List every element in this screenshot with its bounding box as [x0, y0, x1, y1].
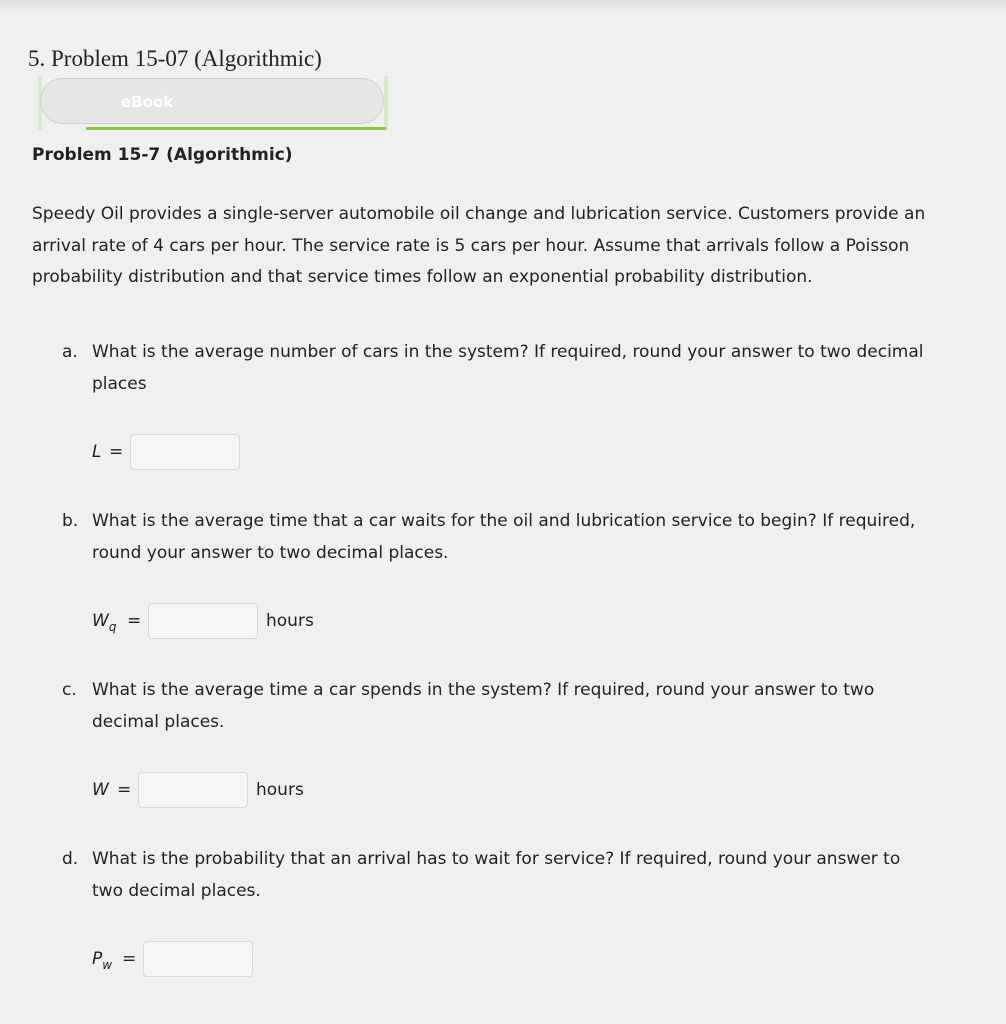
answer-l-input[interactable] [130, 434, 240, 470]
answer-pw-input[interactable] [143, 941, 253, 977]
intro-line: arrival rate of 4 cars per hour. The service rate is 5 cars per hour. Assume that arrivals follow a Poisson [32, 235, 910, 256]
problem-title: Problem 15-7 (Algorithmic) [32, 145, 293, 165]
question-letter: b. [62, 511, 79, 531]
intro-line: probability distribution and that service times follow an exponential probability distribution. [32, 267, 813, 287]
question-line: decimal places. [92, 711, 225, 732]
unit-label: hours [256, 780, 304, 800]
equals-sign: = [109, 442, 124, 462]
variable-label: $W_q$ [92, 611, 117, 634]
top-shadow [0, 0, 1006, 12]
intro-line: Speedy Oil provides a single-server automobile oil change and lubrication service. Customers provide an [32, 204, 926, 224]
question-b [62, 506, 994, 569]
question-a [62, 337, 994, 400]
answer-row-c [92, 772, 322, 808]
question-text [92, 844, 994, 907]
answer-row-d [92, 941, 262, 977]
equals-sign: = [127, 611, 142, 631]
ebook-border-right [384, 76, 388, 130]
answer-row-b [92, 603, 332, 639]
ebook-underline [86, 127, 386, 130]
equals-sign: = [122, 949, 137, 969]
question-line: two decimal places. [92, 880, 261, 901]
answer-row-a [92, 434, 252, 470]
question-text [92, 337, 994, 400]
question-letter: a. [62, 342, 78, 362]
problem-heading: 5. Problem 15-07 (Algorithmic) [28, 46, 322, 71]
answer-w-input[interactable] [138, 772, 248, 808]
question-text [92, 675, 994, 738]
question-line: What is the average time a car spends in the system? If required, round your answer to two [92, 680, 875, 700]
ebook-label: eBook [121, 93, 174, 111]
unit-label: hours [266, 611, 314, 631]
question-line: What is the probability that an arrival has to wait for service? If required, round your answer to [92, 849, 901, 869]
question-line: places [92, 373, 147, 394]
question-text [92, 506, 994, 569]
variable-label: L [92, 442, 102, 462]
variable-label: W [92, 780, 109, 800]
question-c [62, 675, 994, 738]
problem-intro [32, 199, 997, 294]
question-d [62, 844, 994, 907]
ebook-button[interactable] [40, 78, 384, 124]
question-line: round your answer to two decimal places. [92, 542, 449, 563]
question-letter: d. [62, 849, 79, 869]
question-line: What is the average time that a car waits for the oil and lubrication service to begin? If required, [92, 511, 916, 531]
variable-label: $P_w$ [92, 949, 113, 972]
ebook-container [38, 76, 388, 132]
equals-sign: = [117, 780, 132, 800]
question-letter: c. [62, 680, 77, 700]
answer-wq-input[interactable] [148, 603, 258, 639]
question-line: What is the average number of cars in the system? If required, round your answer to two decimal [92, 342, 924, 362]
